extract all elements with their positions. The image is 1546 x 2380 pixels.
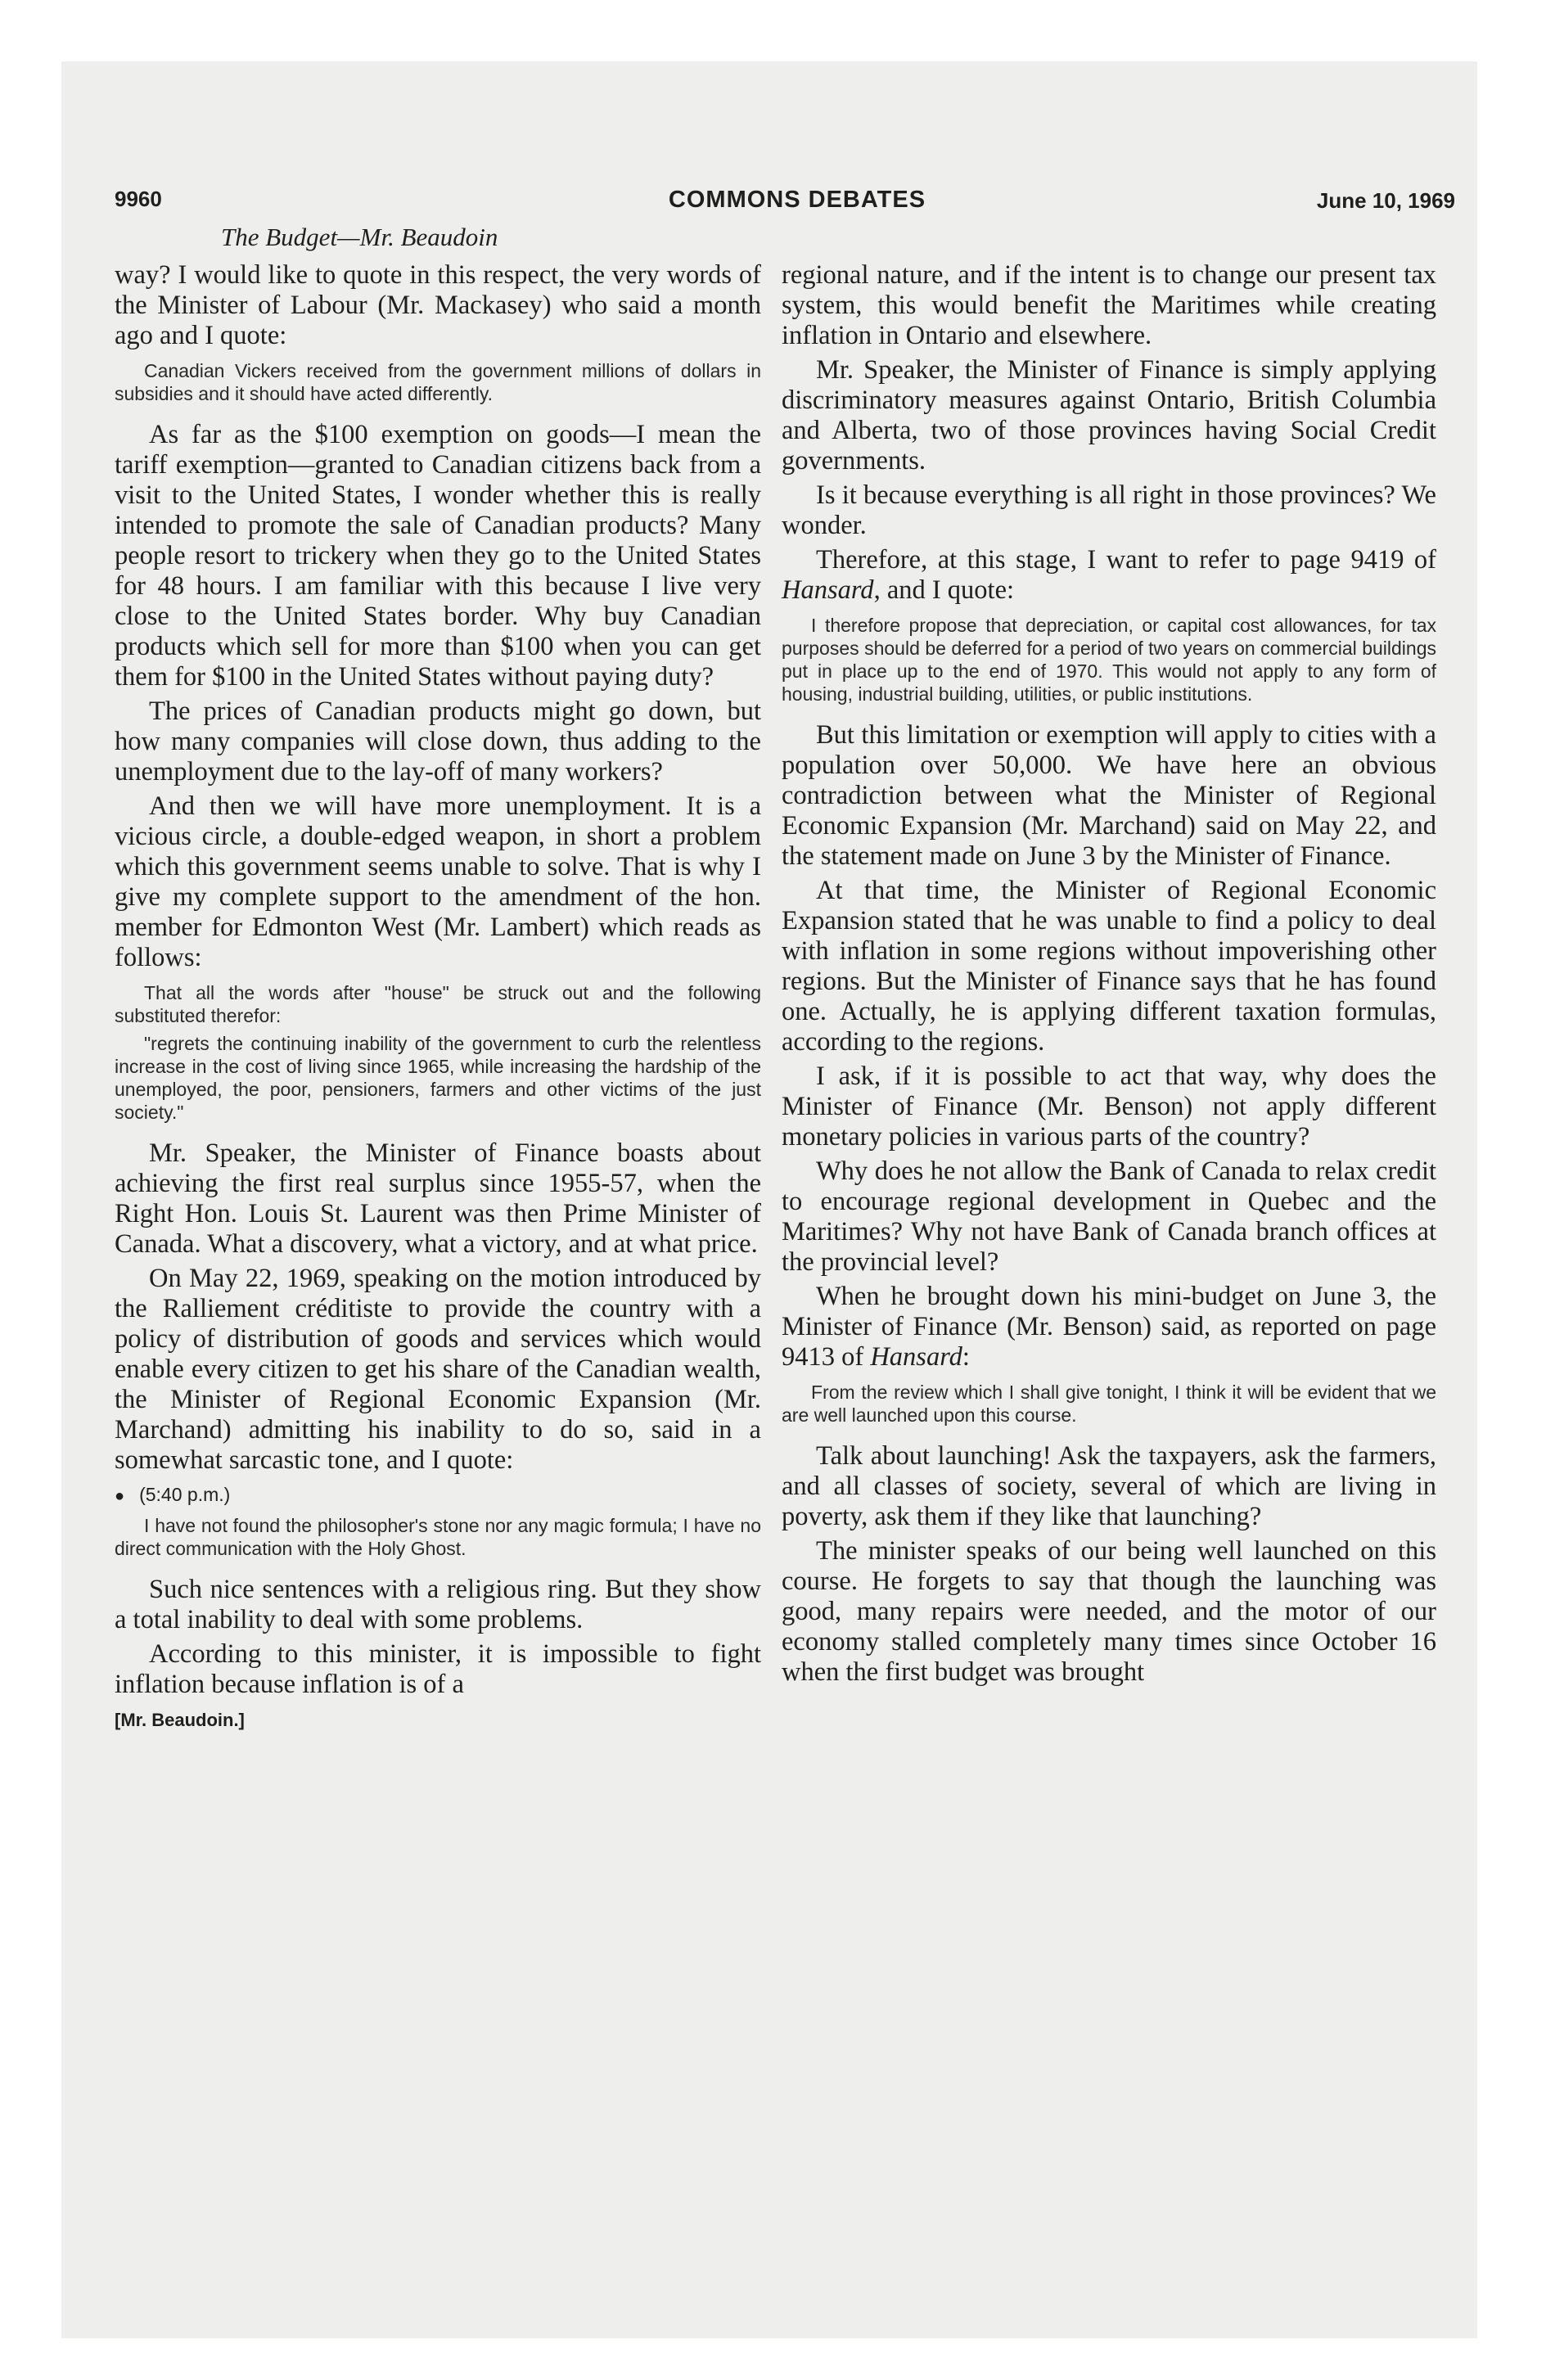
paragraph-text: When he brought down his mini-budget on June 3, the Minister of Finance (Mr. Benson) said, as reported on page 9413 of <box>782 1282 1436 1372</box>
speaker-signoff: [Mr. Beaudoin.] <box>115 1710 245 1730</box>
right-column <box>782 260 1436 1692</box>
block-quote: From the review which I shall give tonight, I think it will be evident that we are well launched upon this course. <box>782 1382 1436 1426</box>
paragraph: regional nature, and if the intent is to change our present tax system, this would benefit the Maritimes while creating inflation in Ontario and elsewhere. <box>782 260 1436 350</box>
block-quote: "regrets the continuing inability of the government to curb the relentless increase in the cost of living since 1965, while increasing the hardship of the unemployed, the poor, pensioners, farmers and other victims of the just society." <box>115 1033 761 1123</box>
paragraph: And then we will have more unemployment. It is a vicious circle, a double-edged weapon, in short a problem which this government seems unable to solve. That is why I give my complete support to the amendment of the hon. member for Edmonton West (Mr. Lambert) which reads as follows: <box>115 791 761 972</box>
paragraph-text: Therefore, at this stage, I want to refer to page 9419 of <box>816 545 1436 575</box>
paragraph: Why does he not allow the Bank of Canada to relax credit to encourage regional development in Quebec and the Maritimes? Why not have Bank of Canada branch offices at the provincial level? <box>782 1156 1436 1277</box>
paragraph: As far as the $100 exemption on goods—I mean the tariff exemption—granted to Canadian citizens back from a visit to the United States, I wonder whether this is really intended to promote the sale of Canadian products? Many people resort to trickery when they go to the United States for 48 hours. I am familiar with this because I live very close to the United States border. Why buy Canadian products which sell for more than $100 when you can get them for $100 in the United States without paying duty? <box>115 420 761 692</box>
block-quote: Canadian Vickers received from the government millions of dollars in subsidies and it should have acted differently. <box>115 360 761 404</box>
paragraph: Is it because everything is all right in those provinces? We wonder. <box>782 480 1436 540</box>
paragraph-text: , and I quote: <box>873 575 1015 605</box>
paragraph: But this limitation or exemption will apply to cities with a population over 50,000. We have here an obvious contradiction between what the Minister of Regional Economic Expansion (Mr. Marchand) said on May 22, and the statement made on June 3 by the Minister of Finance. <box>782 720 1436 871</box>
page-number: 9960 <box>115 187 162 211</box>
hansard-reference: Hansard <box>870 1342 962 1372</box>
left-column <box>115 260 761 1731</box>
paragraph: way? I would like to quote in this respect, the very words of the Minister of Labour (Mr. Mackasey) who said a month ago and I quote: <box>115 260 761 350</box>
paragraph: On May 22, 1969, speaking on the motion introduced by the Ralliement créditiste to provide the country with a policy of distribution of goods and services which would enable every citizen to get his share of the Canadian wealth, the Minister of Regional Economic Expansion (Mr. Marchand) admitting his inability to do so, said in a somewhat sarcastic tone, and I quote: <box>115 1264 761 1475</box>
paragraph <box>782 545 1436 606</box>
block-quote: That all the words after "house" be struck out and the following substituted therefor: <box>115 982 761 1026</box>
paragraph: The prices of Canadian products might go down, but how many companies will close down, thus adding to the unemployment due to the lay-off of many workers? <box>115 696 761 787</box>
paragraph: Such nice sentences with a religious ring. But they show a total inability to deal with some problems. <box>115 1575 761 1634</box>
time-stamp <box>115 1484 761 1506</box>
block-quote: I therefore propose that depreciation, or capital cost allowances, for tax purposes should be deferred for a period of two years on commercial buildings put in place up to the end of 1970. This would not apply to any form of housing, industrial building, utilities, or public institutions. <box>782 615 1436 705</box>
paragraph: Talk about launching! Ask the taxpayers, ask the farmers, and all classes of society, several of which are living in poverty, ask them if they like that launching? <box>782 1441 1436 1531</box>
running-head: The Budget—Mr. Beaudoin <box>221 223 498 251</box>
paragraph: According to this minister, it is impossible to fight inflation because inflation is of a <box>115 1639 761 1699</box>
block-quote: I have not found the philosopher's stone nor any magic formula; I have no direct communication with the Holy Ghost. <box>115 1515 761 1559</box>
time-text: (5:40 p.m.) <box>139 1484 231 1505</box>
journal-title: COMMONS DEBATES <box>668 187 926 213</box>
paragraph: At that time, the Minister of Regional Economic Expansion stated that he was unable to find a policy to deal with inflation in some regions without impoverishing other regions. But the Minister of Finance says that he has found one. Actually, he is applying different taxation formulas, according to the regions. <box>782 876 1436 1057</box>
page-header <box>115 187 1455 219</box>
paragraph: The minister speaks of our being well launched on this course. He forgets to say that though the launching was good, many repairs were needed, and the motor of our economy stalled completely many times since October 16 when the first budget was brought <box>782 1536 1436 1687</box>
header-date: June 10, 1969 <box>1316 188 1455 213</box>
hansard-reference: Hansard <box>782 575 874 605</box>
paragraph <box>782 1282 1436 1373</box>
paragraph: Mr. Speaker, the Minister of Finance boasts about achieving the first real surplus since 1955-57, when the Right Hon. Louis St. Laurent was then Prime Minister of Canada. What a discovery, what a victory, and at what price. <box>115 1138 761 1259</box>
paragraph-text: : <box>962 1342 970 1372</box>
bullet-icon: ● <box>115 1487 125 1505</box>
paragraph: I ask, if it is possible to act that way, why does the Minister of Finance (Mr. Benson) not apply different monetary policies in various parts of the country? <box>782 1062 1436 1152</box>
paragraph: Mr. Speaker, the Minister of Finance is simply applying discriminatory measures against Ontario, British Columbia and Alberta, two of those provinces having Social Credit governments. <box>782 355 1436 476</box>
